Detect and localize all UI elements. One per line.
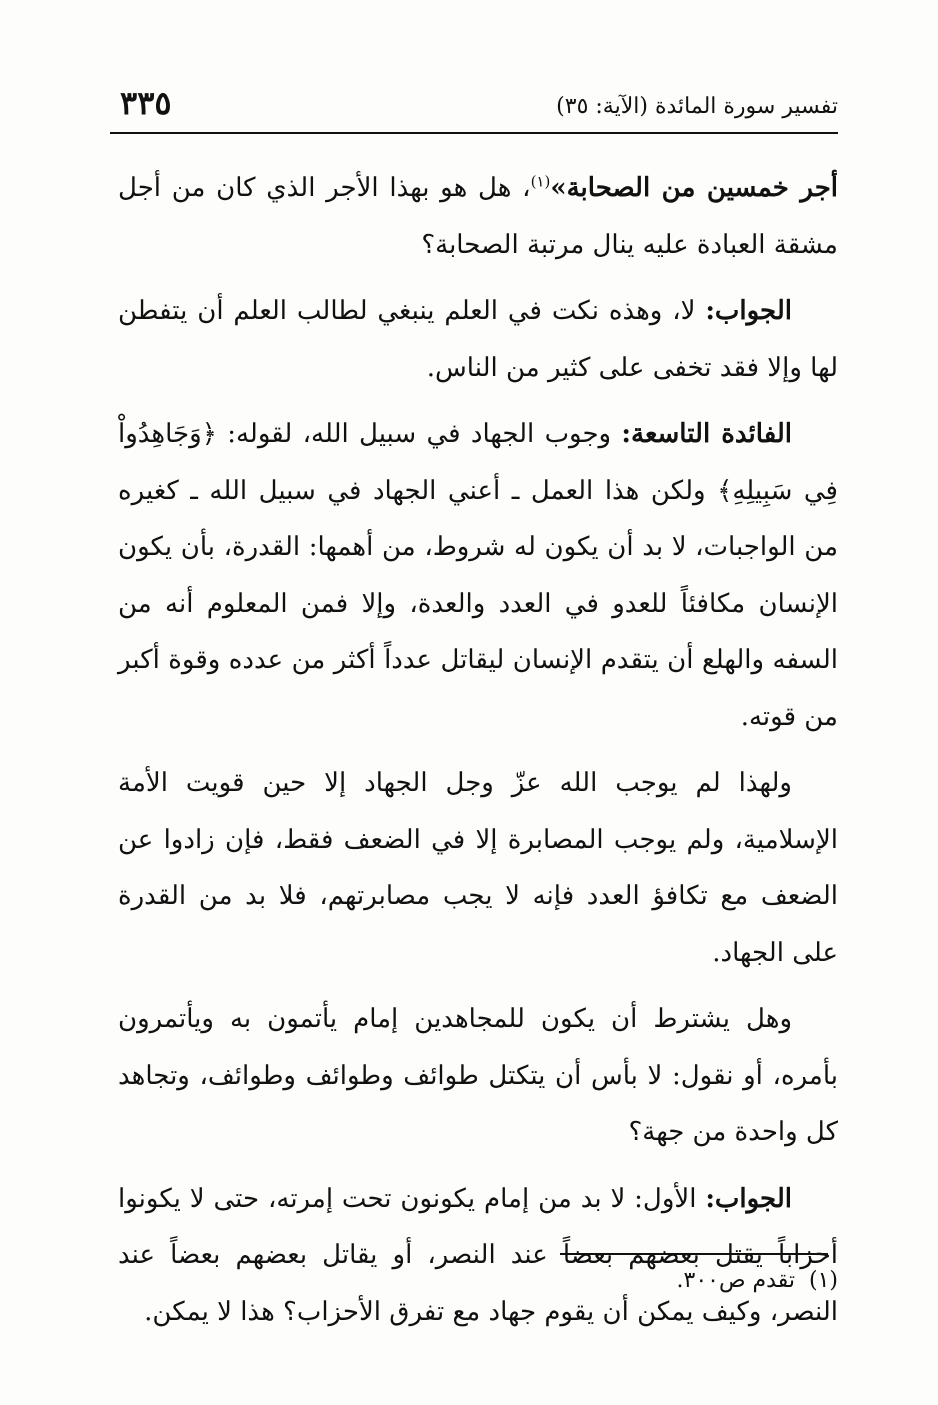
paragraph-2-text: لا، وهذه نكت في العلم ينبغي لطالب العلم أن يتفطن لها وإلا فقد تخفى على كثير من الناس. [118,296,838,383]
paragraph-2 [118,283,838,396]
paragraph-4-text: ولهذا لم يوجب الله عزّ وجل الجهاد إلا حين قويت الأمة الإسلامية، ولم يوجب المصابرة إلا في الضعف فقط، فإن زادوا عن الضعف مع تكافؤ العدد فإنه لا يجب مصابرتهم، فلا بد من القدرة على الجهاد. [118,768,838,968]
footnote-text: تقدم ص٣٠٠. [676,1268,795,1293]
paragraph-3-lead: الفائدة التاسعة: [621,419,792,449]
paragraph-6-lead: الجواب: [705,1183,792,1214]
quran-verse: ﴿وَجَاهِدُواْ فِي سَبِيلِهِ﴾ [118,419,838,506]
body-text [118,160,838,1350]
paragraph-6-text: الأول: لا بد من إمام يكونون تحت إمرته، حتى لا يكونوا أحزاباً يقتل بعضهم بعضاً عند النصر، أو يقاتل بعضهم بعضاً عند النصر، وكيف يمكن أن يقوم جهاد مع تفرق الأحزاب؟ هذا لا يمكن. [118,1183,838,1327]
paragraph-3-intro: وجوب الجهاد في سبيل الله، لقوله: [216,419,622,449]
paragraph-1 [118,160,838,273]
running-header [110,84,838,130]
paragraph-5-text: وهل يشترط أن يكون للمجاهدين إمام يأتمون به ويأتمرون بأمره، أو نقول: لا بأس أن يتكتل طوائف وطوائف وطوائف، وتجاهد كل واحدة من جهة؟ [118,1004,838,1147]
header-rule [110,132,838,134]
paragraph-3 [118,406,838,745]
footnote-ref: (١) [530,172,551,191]
header-title: تفسير سورة المائدة (الآية: ٣٥) [556,94,838,119]
footnote [677,1268,838,1293]
paragraph-2-lead: الجواب: [705,296,792,326]
paragraph-4 [118,755,838,981]
paragraph-1-lead: أجر خمسين من الصحابة» [550,173,839,203]
paragraph-1-text: ، هل هو بهذا الأجر الذي كان من أجل مشقة العبادة عليه ينال مرتبة الصحابة؟ [118,173,838,260]
paragraph-5 [118,991,838,1161]
paragraph-6 [118,1171,838,1341]
footnote-rule [560,1253,828,1255]
paragraph-3-text: ولكن هذا العمل ـ أعني الجهاد في سبيل الله ـ كغيره من الواجبات، لا بد أن يكون له شروط، من أهمها: القدرة، بأن يكون الإنسان مكافئاً للعدو في العدد والعدة، وإلا فمن المعلوم أنه من السفه والهلع أن يتقدم الإنسان ليقاتل عدداً أكثر من عدده وقوة أكبر من قوته. [118,475,838,732]
footnote-number: (١) [808,1268,838,1293]
page-number: ٣٣٥ [120,84,172,122]
